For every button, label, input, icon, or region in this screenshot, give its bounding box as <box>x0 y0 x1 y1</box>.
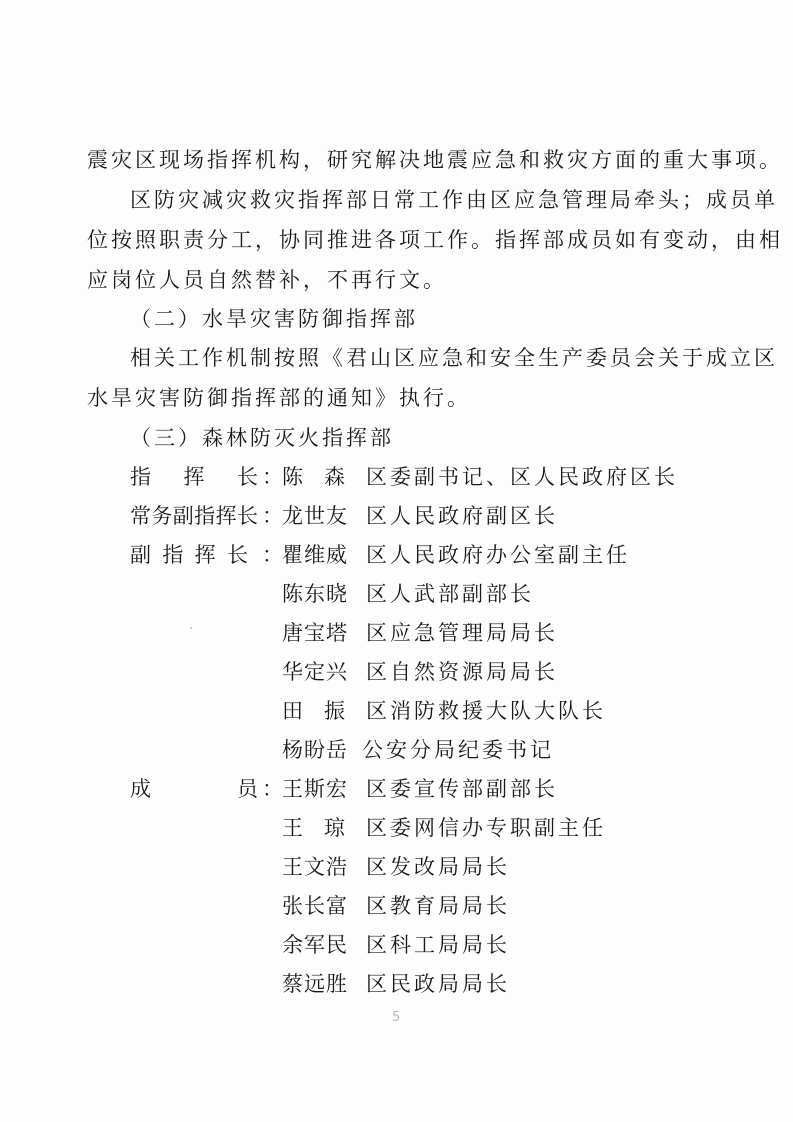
person-title: 区委副书记、区人民政府区长 <box>366 465 678 489</box>
char: 长 <box>236 504 258 528</box>
char: 王 <box>282 777 304 801</box>
char: 岳 <box>326 738 348 762</box>
char: 世 <box>304 504 326 528</box>
char: 盼 <box>304 738 326 762</box>
person-name <box>282 932 346 958</box>
char: 华 <box>282 660 304 684</box>
person-name <box>282 464 346 490</box>
char: 长 <box>304 894 326 918</box>
char: 长 <box>226 543 248 567</box>
person-name <box>282 620 346 646</box>
person-title: 区人武部副部长 <box>366 582 534 606</box>
person-title: 区教育局局长 <box>366 894 510 918</box>
char: 成 <box>130 777 151 801</box>
paragraph-line: 区防灾减灾救灾指挥部日常工作由区应急管理局牵头；成员单 <box>130 188 778 212</box>
person-title: 区发改局局长 <box>366 855 510 879</box>
char: 副 <box>172 504 194 528</box>
role-label <box>130 464 258 490</box>
paragraph-line: 应岗位人员自然替补，不再行文。 <box>87 268 447 292</box>
char: 余 <box>282 933 304 957</box>
paragraph-line: 相关工作机制按照《君山区应急和安全生产委员会关于成立区 <box>130 346 778 370</box>
char: 张 <box>282 894 304 918</box>
char: 田 <box>282 699 304 723</box>
role-label <box>130 542 248 568</box>
colon: ： <box>262 777 283 801</box>
char: 民 <box>326 933 348 957</box>
char: 浩 <box>326 855 348 879</box>
char: 王 <box>282 816 304 840</box>
person-name <box>282 581 346 607</box>
person-title: 公安分局纪委书记 <box>362 738 554 762</box>
person-name <box>282 776 346 802</box>
char: 挥 <box>194 543 216 567</box>
person-title: 区自然资源局局长 <box>366 660 558 684</box>
person-name <box>282 659 346 685</box>
char: 指 <box>162 543 184 567</box>
person-name <box>282 971 346 997</box>
char: 振 <box>324 699 346 723</box>
char: 定 <box>304 660 326 684</box>
char: 胜 <box>326 972 348 996</box>
person-name <box>282 854 346 880</box>
char: 挥 <box>183 465 205 489</box>
paragraph-line: 震灾区现场指挥机构，研究解决地震应急和救灾方面的重大事项。 <box>87 148 783 172</box>
char: 森 <box>324 465 346 489</box>
char: 杨 <box>282 738 304 762</box>
scan-speck <box>190 627 192 629</box>
char: 长 <box>237 465 258 489</box>
role-label <box>130 776 258 802</box>
char: 维 <box>304 543 326 567</box>
person-title: 区民政局局长 <box>366 972 510 996</box>
char: 东 <box>304 582 326 606</box>
char: 晓 <box>326 582 348 606</box>
char: 兴 <box>326 660 348 684</box>
char: 指 <box>194 504 216 528</box>
char: 友 <box>326 504 348 528</box>
char: 陈 <box>282 465 304 489</box>
char: 唐 <box>282 621 304 645</box>
colon: ： <box>262 465 283 489</box>
colon: ： <box>262 543 283 567</box>
person-title: 区人民政府办公室副主任 <box>366 543 630 567</box>
char: 琼 <box>324 816 346 840</box>
char: 龙 <box>282 504 304 528</box>
char: 宏 <box>326 777 348 801</box>
char: 瞿 <box>282 543 304 567</box>
paragraph-line: 位按照职责分工，协同推进各项工作。指挥部成员如有变动，由相 <box>87 228 783 252</box>
char: 务 <box>151 504 173 528</box>
char: 副 <box>130 543 151 567</box>
char: 指 <box>130 465 151 489</box>
char: 富 <box>326 894 348 918</box>
person-name <box>282 737 346 763</box>
person-title: 区科工局局长 <box>366 933 510 957</box>
char: 塔 <box>326 621 348 645</box>
person-title: 区消防救援大队大队长 <box>366 699 606 723</box>
person-title: 区应急管理局局长 <box>366 621 558 645</box>
person-title: 区人民政府副区长 <box>366 504 558 528</box>
person-name <box>282 893 346 919</box>
section-heading: （三）森林防灭火指挥部 <box>130 426 394 450</box>
char: 威 <box>326 543 348 567</box>
role-label <box>130 503 258 529</box>
char: 员 <box>237 777 258 801</box>
char: 王 <box>282 855 304 879</box>
char: 常 <box>130 504 151 528</box>
paragraph-line: 水旱灾害防御指挥部的通知》执行。 <box>87 386 471 410</box>
char: 斯 <box>304 777 326 801</box>
person-name <box>282 815 346 841</box>
char: 军 <box>304 933 326 957</box>
person-name <box>282 542 346 568</box>
char: 远 <box>304 972 326 996</box>
person-name <box>282 503 346 529</box>
char: 挥 <box>215 504 237 528</box>
char: 文 <box>304 855 326 879</box>
char: 蔡 <box>282 972 304 996</box>
person-title: 区委网信办专职副主任 <box>366 816 606 840</box>
colon: ： <box>262 504 283 528</box>
char: 陈 <box>282 582 304 606</box>
section-heading: （二）水旱灾害防御指挥部 <box>130 307 418 331</box>
page-number: 5 <box>392 1010 401 1025</box>
char: 宝 <box>304 621 326 645</box>
person-name <box>282 698 346 724</box>
person-title: 区委宣传部副部长 <box>366 777 558 801</box>
